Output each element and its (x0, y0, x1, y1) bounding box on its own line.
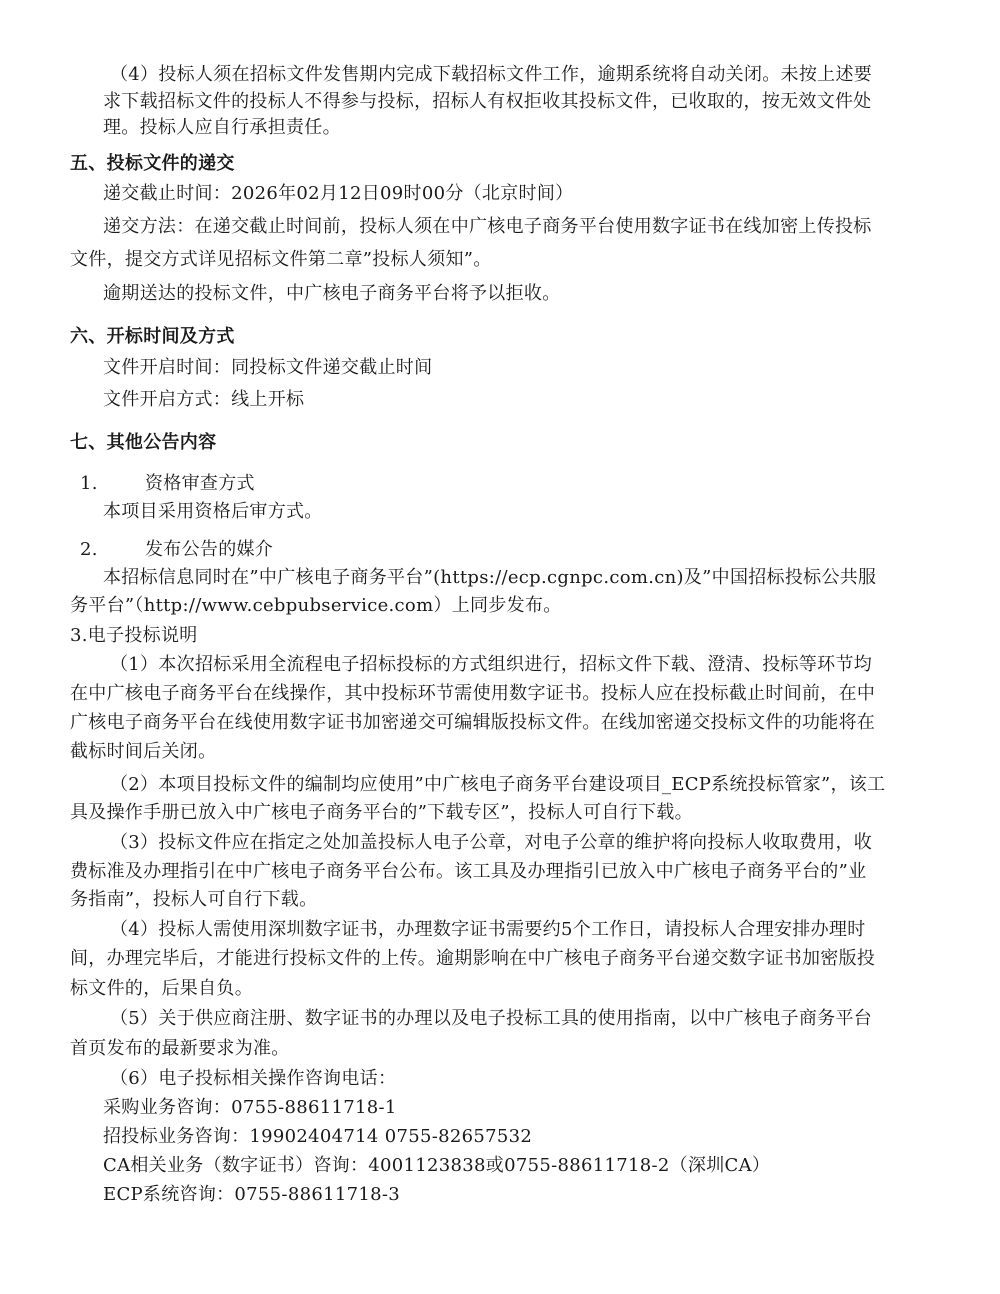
para-line: （2）本项目投标文件的编制均应使用”中广核电子商务平台建设项目_ECP系统投标管家”，该工 (110, 774, 886, 795)
para-line: 间，办理完毕后，才能进行投标文件的上传。逾期影响在中广核电子商务平台递交数字证书加密版投 (70, 948, 876, 969)
section-heading: 六、开标时间及方式 (70, 326, 235, 347)
para-line: 文件，提交方式详见招标文件第二章”投标人须知”。 (70, 249, 492, 270)
para-line: 本招标信息同时在”中广核电子商务平台”(https://ecp.cgnpc.com.cn)及”中国招标投标公共服 (103, 567, 877, 588)
item-title: 发布公告的媒介 (145, 539, 274, 560)
item-title: 资格审查方式 (145, 473, 255, 494)
deadline-text: 递交截止时间：2026年02月12日09时00分（北京时间） (103, 183, 574, 204)
para-line: （4）投标人需使用深圳数字证书，办理数字证书需要约5个工作日，请投标人合理安排办理时 (110, 919, 866, 940)
para-line: 逾期送达的投标文件，中广核电子商务平台将予以拒收。 (103, 283, 561, 304)
open-method-text: 文件开启方式：线上开标 (103, 389, 305, 410)
para-line: 求下载招标文件的投标人不得参与投标，招标人有权拒收其投标文件，已收取的，按无效文件处 (103, 91, 872, 112)
para-line: 首页发布的最新要求为准。 (70, 1038, 290, 1059)
para-line: 具及操作手册已放入中广核电子商务平台的”下载专区”，投标人可自行下载。 (70, 802, 693, 823)
para-line: 递交方法：在递交截止时间前，投标人须在中广核电子商务平台使用数字证书在线加密上传投标 (103, 216, 872, 237)
para-line: 理。投标人应自行承担责任。 (103, 117, 341, 138)
item-title: 3.电子投标说明 (70, 625, 198, 646)
item-number: 2. (80, 539, 98, 560)
para-line: （4）投标人须在招标文件发售期内完成下载招标文件工作，逾期系统将自动关闭。未按上述要 (110, 64, 873, 85)
item-number: 1. (80, 473, 98, 494)
para-line: 在中广核电子商务平台在线操作，其中投标环节需使用数字证书。投标人应在投标截止时间前，在中 (70, 683, 876, 704)
para-line: 费标准及办理指引在中广核电子商务平台公布。该工具及办理指引已放入中广核电子商务平台的”业 (70, 861, 867, 882)
para-line: 截标时间后关闭。 (70, 741, 217, 762)
contact-line: ECP系统咨询：0755-88611718-3 (103, 1184, 400, 1205)
contact-line: 采购业务咨询：0755-88611718-1 (103, 1097, 397, 1118)
para-line: 务指南”，投标人可自行下载。 (70, 889, 318, 910)
para-line: 务平台”（http://www.cebpubservice.com）上同步发布。 (70, 595, 562, 616)
para-line: （3）投标文件应在指定之处加盖投标人电子公章，对电子公章的维护将向投标人收取费用，收 (110, 832, 873, 853)
contact-line: 招投标业务咨询：19902404714 0755-82657532 (103, 1126, 533, 1147)
para-line: （6）电子投标相关操作咨询电话： (110, 1068, 397, 1089)
para-line: （5）关于供应商注册、数字证书的办理以及电子投标工具的使用指南，以中广核电子商务平台 (110, 1008, 873, 1029)
para-line: （1）本次招标采用全流程电子招标投标的方式组织进行，招标文件下载、澄清、投标等环节均 (110, 654, 873, 675)
open-time-text: 文件开启时间：同投标文件递交截止时间 (103, 357, 433, 378)
para-line: 广核电子商务平台在线使用数字证书加密递交可编辑版投标文件。在线加密递交投标文件的功能将在 (70, 712, 876, 733)
para-line: 本项目采用资格后审方式。 (103, 501, 323, 522)
section-heading: 七、其他公告内容 (70, 432, 217, 453)
contact-line: CA相关业务（数字证书）咨询：4001123838或0755-88611718-2（深圳CA） (103, 1155, 771, 1176)
para-line: 标文件的，后果自负。 (70, 978, 253, 999)
section-heading: 五、投标文件的递交 (70, 153, 235, 174)
